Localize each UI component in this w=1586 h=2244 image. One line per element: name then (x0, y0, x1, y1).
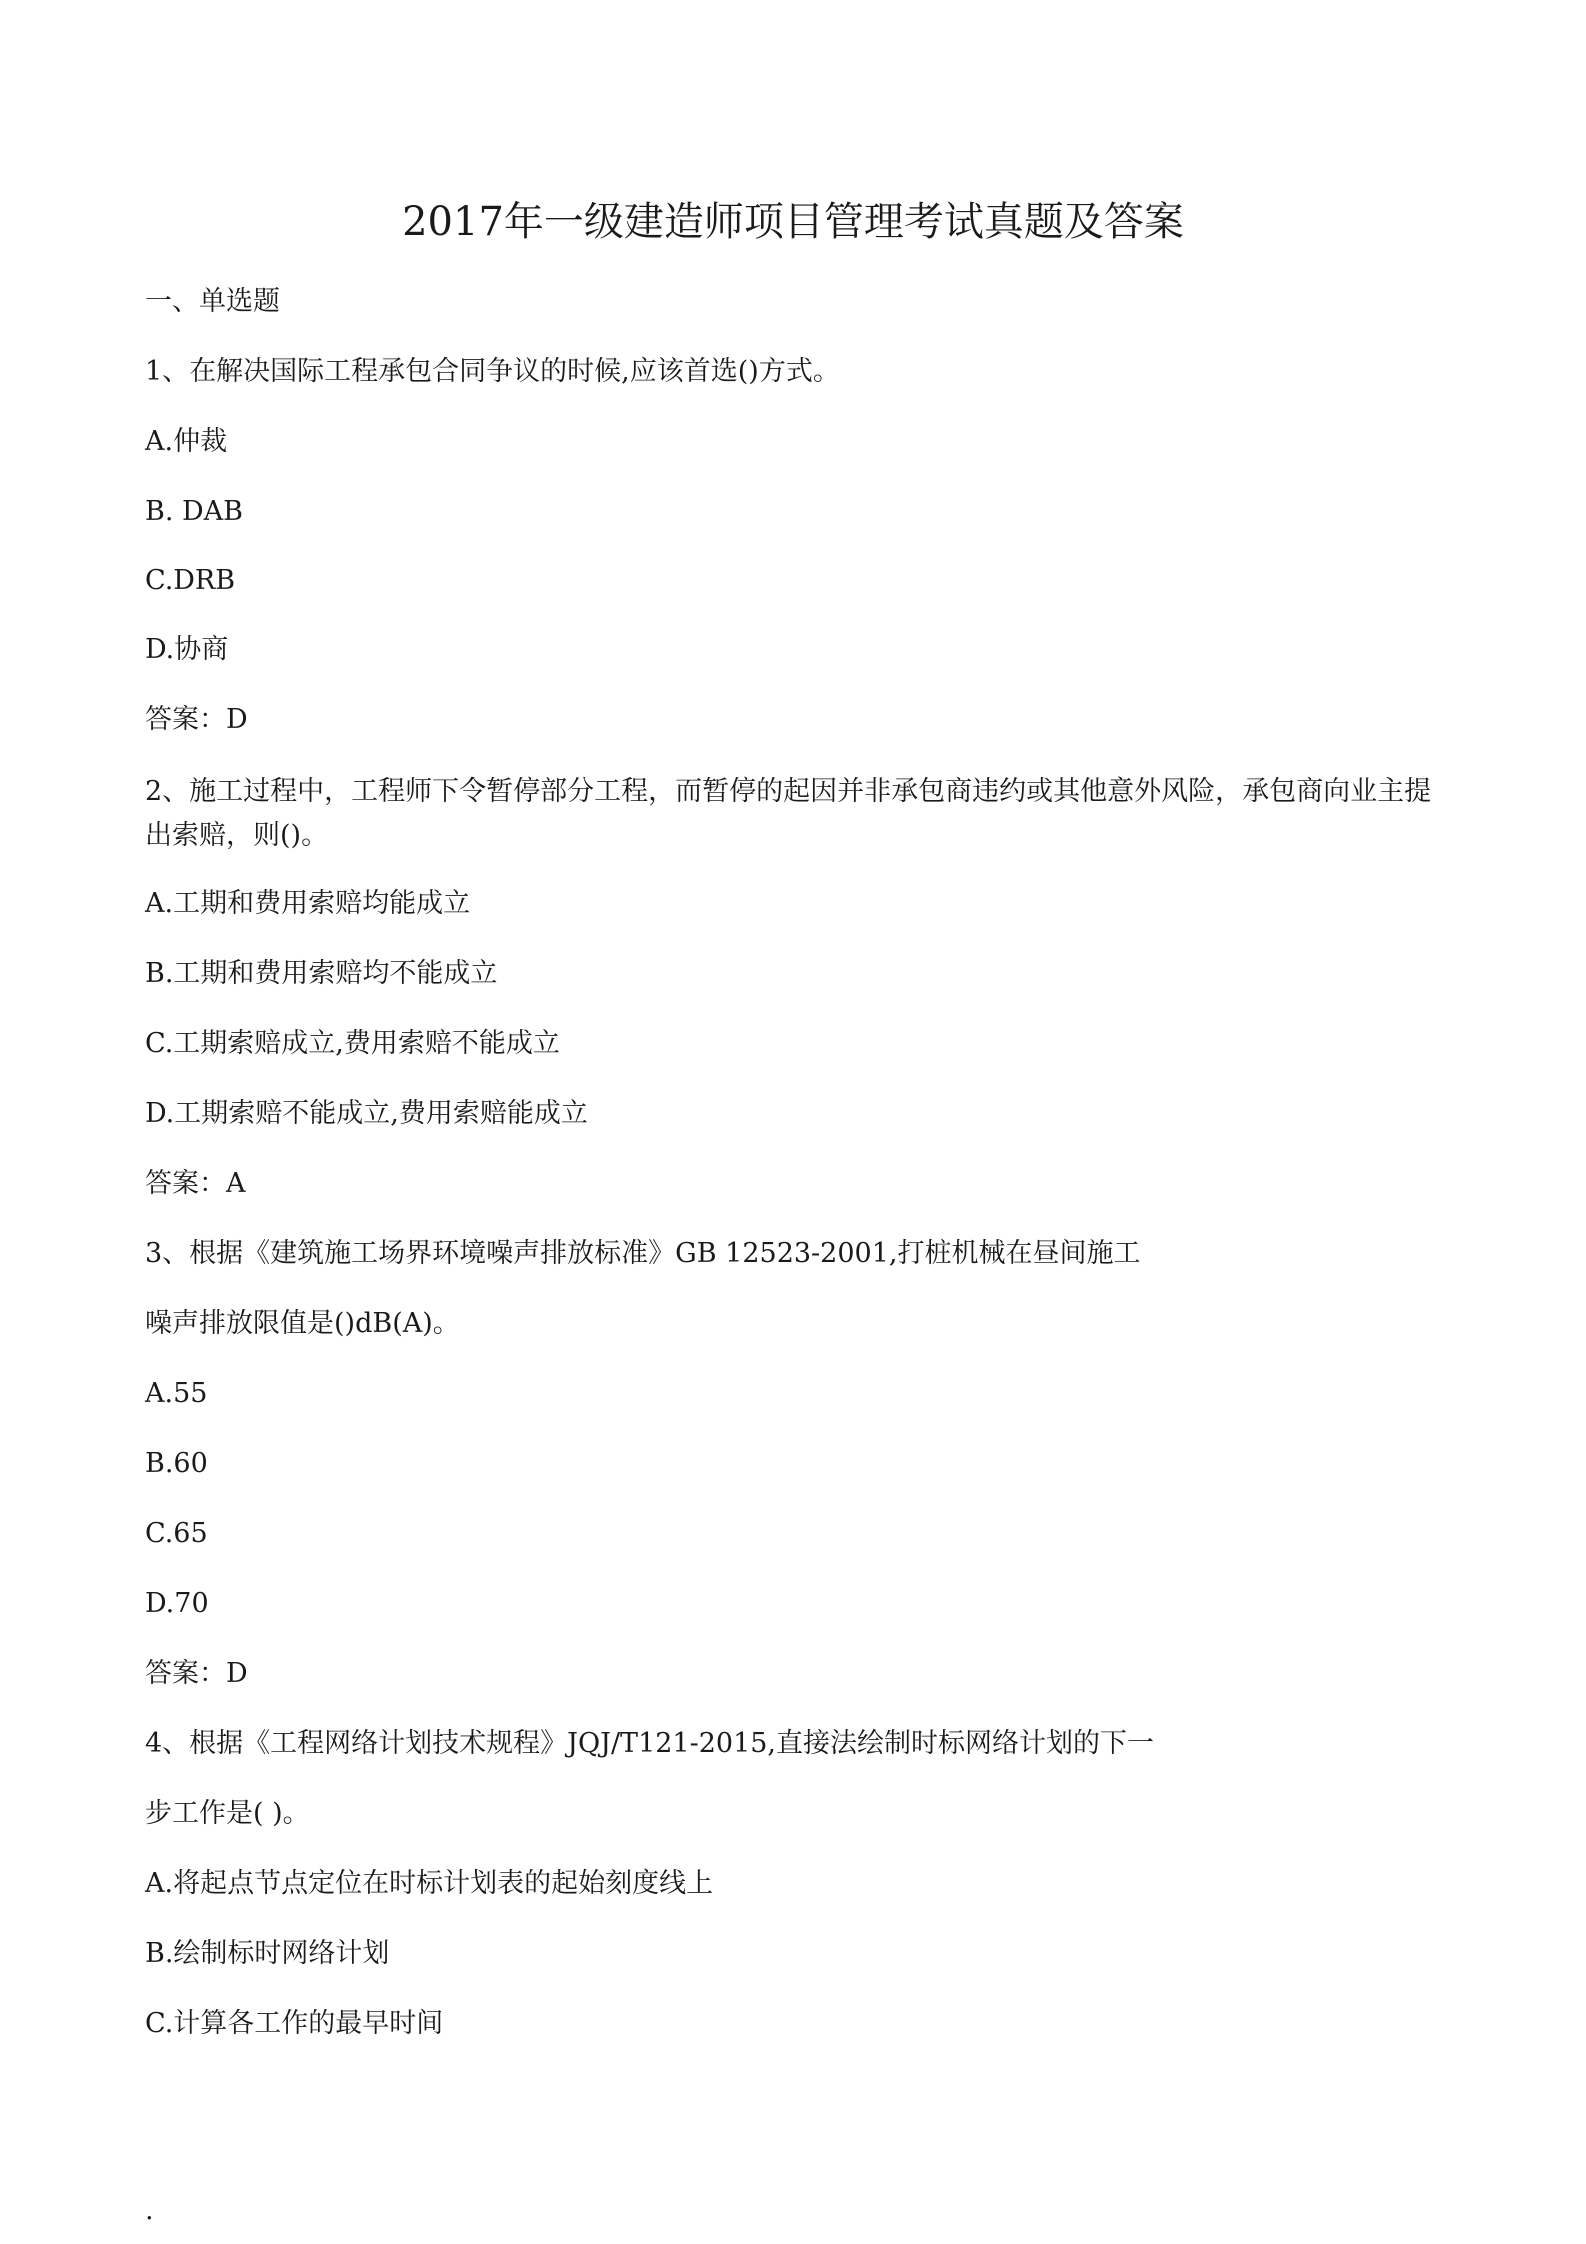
question-4-stem-line-2: 步工作是( )。 (145, 1798, 310, 1829)
question-3-stem-line-2: 噪声排放限值是()dB(A)。 (145, 1308, 460, 1339)
question-3-stem-line-1: 3、根据《建筑施工场界环境噪声排放标准》GB 12523-2001,打桩机械在昼间施工 (145, 1238, 1141, 1269)
question-3-option-b: B.60 (145, 1448, 208, 1479)
question-3-option-a: A.55 (145, 1378, 208, 1409)
section-heading: 一、单选题 (145, 286, 280, 317)
question-1-option-d: D.协商 (145, 634, 229, 665)
question-1-answer: 答案：D (145, 704, 248, 735)
question-2-option-c: C.工期索赔成立,费用索赔不能成立 (145, 1028, 560, 1059)
question-2-option-b: B.工期和费用索赔均不能成立 (145, 958, 498, 989)
question-4-option-a: A.将起点节点定位在时标计划表的起始刻度线上 (145, 1868, 714, 1899)
question-2-answer: 答案：A (145, 1168, 246, 1199)
footer-mark: . (145, 2195, 154, 2226)
question-3-option-c: C.65 (145, 1518, 208, 1549)
question-4-option-b: B.绘制标时网络计划 (145, 1938, 390, 1969)
question-1-stem: 1、在解决国际工程承包合同争议的时候,应该首选()方式。 (145, 356, 840, 387)
question-1-option-c: C.DRB (145, 565, 236, 596)
question-4-option-c: C.计算各工作的最早时间 (145, 2008, 444, 2039)
question-3-answer: 答案：D (145, 1658, 248, 1689)
question-2-stem: 2、施工过程中，工程师下令暂停部分工程，而暂停的起因并非承包商违约或其他意外风险，承包商向业主提出索赔，则()。 (145, 776, 1432, 851)
question-2-option-a: A.工期和费用索赔均能成立 (145, 888, 471, 919)
document-title: 2017年一级建造师项目管理考试真题及答案 (402, 199, 1184, 245)
question-1-option-a: A.仲裁 (145, 426, 228, 457)
question-3-option-d: D.70 (145, 1588, 209, 1619)
question-2-option-d: D.工期索赔不能成立,费用索赔能成立 (145, 1098, 588, 1129)
question-4-stem-line-1: 4、根据《工程网络计划技术规程》JQJ/T121-2015,直接法绘制时标网络计划的下一 (145, 1728, 1155, 1759)
question-1-option-b: B. DAB (145, 496, 243, 527)
